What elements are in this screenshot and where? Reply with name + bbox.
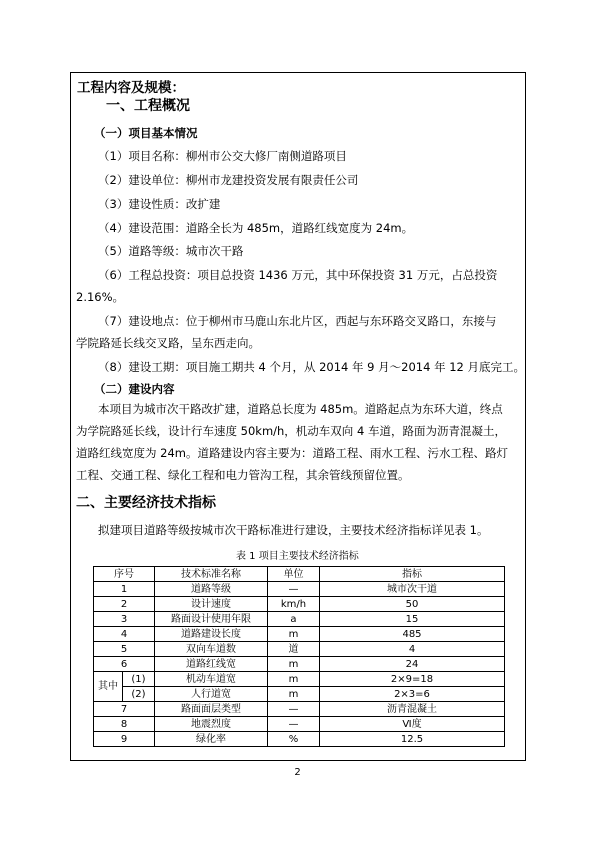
table-cell: Ⅵ度: [320, 717, 505, 732]
table-cell: m: [268, 657, 320, 672]
table-cell: 城市次干道: [320, 582, 505, 597]
table-row: [94, 702, 505, 717]
item-7-line1: （7）建设地点：位于柳州市马鹿山东北片区，西起与东环路交叉路口，东接与: [98, 314, 497, 328]
content-line-3: 道路红线宽度为 24m。道路建设内容主要为：道路工程、雨水工程、污水工程、路灯: [76, 446, 508, 460]
table-cell: 485: [320, 627, 505, 642]
section2-intro: 拟建项目道路等级按城市次干路标准进行建设，主要技术经济指标详见表 1。: [98, 523, 489, 537]
table-row: [94, 642, 505, 657]
table-cell: 15: [320, 612, 505, 627]
spec-table: [93, 566, 505, 747]
item-4: （4）建设范围：道路全长为 485m，道路红线宽度为 24m。: [98, 221, 414, 235]
table-header-cell: 单位: [268, 567, 320, 582]
table-cell: —: [268, 582, 320, 597]
table-cell: m: [268, 687, 320, 702]
item-2: （2）建设单位：柳州市龙建投资发展有限责任公司: [98, 173, 359, 187]
table-cell: 机动车道宽: [155, 672, 268, 687]
table-cell: m: [268, 672, 320, 687]
table-row: [94, 627, 505, 642]
table-cell: 双向车道数: [155, 642, 268, 657]
page-heading: 工程内容及规模：: [77, 80, 185, 96]
table-cell: 4: [320, 642, 505, 657]
table-cell: 5: [94, 642, 155, 657]
table-cell: 9: [94, 732, 155, 747]
table-cell: 7: [94, 702, 155, 717]
table-caption: 表 1 项目主要技术经济指标: [236, 551, 359, 562]
table-cell: 1: [94, 582, 155, 597]
content-line-2: 为学院路延长线，设计行车速度 50km/h，机动车双向 4 车道，路面为沥青混凝土，: [76, 424, 506, 438]
table-header-cell: 指标: [320, 567, 505, 582]
table-row: [94, 672, 505, 687]
table-row: [94, 612, 505, 627]
table-cell: 12.5: [320, 732, 505, 747]
table-cell: 2×9=18: [320, 672, 505, 687]
table-cell: 50: [320, 597, 505, 612]
content-line-4: 工程、交通工程、绿化工程和电力管沟工程，其余管线预留位置。: [76, 468, 410, 482]
table-cell: 地震烈度: [155, 717, 268, 732]
item-3: （3）建设性质：改扩建: [98, 197, 221, 211]
table-cell: 道路建设长度: [155, 627, 268, 642]
table-row: [94, 597, 505, 612]
section1-title: 一、工程概况: [106, 98, 190, 114]
content-line-1: 本项目为城市次干路改扩建，道路总长度为 485m。道路起点为东环大道，终点: [98, 402, 503, 416]
table-cell: km/h: [268, 597, 320, 612]
table-row: [94, 732, 505, 747]
item-1: （1）项目名称：柳州市公交大修厂南侧道路项目: [98, 149, 347, 163]
table-header-cell: 技术标准名称: [155, 567, 268, 582]
table-cell: 8: [94, 717, 155, 732]
item-6-line1: （6）工程总投资：项目总投资 1436 万元，其中环保投资 31 万元，占总投资: [98, 268, 498, 282]
table-row: [94, 717, 505, 732]
page-number: 2: [294, 767, 301, 778]
table-cell: 道路等级: [155, 582, 268, 597]
table-cell: (2): [123, 687, 155, 702]
table-cell: m: [268, 627, 320, 642]
table-cell: %: [268, 732, 320, 747]
table-cell: 4: [94, 627, 155, 642]
table-cell: —: [268, 702, 320, 717]
item-5: （5）道路等级：城市次干路: [98, 244, 244, 258]
table-cell: 路面面层类型: [155, 702, 268, 717]
table-cell: 2×3=6: [320, 687, 505, 702]
table-cell: 6: [94, 657, 155, 672]
table-cell: 沥青混凝土: [320, 702, 505, 717]
item-6-line2: 2.16%。: [76, 290, 125, 304]
table-cell: 人行道宽: [155, 687, 268, 702]
subsection1-title: （一）项目基本情况: [94, 126, 198, 140]
table-cell: —: [268, 717, 320, 732]
item-8: （8）建设工期：项目施工期共 4 个月，从 2014 年 9 月～2014 年 12 月底完工。: [98, 360, 526, 374]
table-row: [94, 687, 505, 702]
table-row: [94, 657, 505, 672]
table-cell: 绿化率: [155, 732, 268, 747]
table-cell: 道路红线宽: [155, 657, 268, 672]
table-cell: 设计速度: [155, 597, 268, 612]
subsection2-title: （二）建设内容: [94, 382, 175, 396]
table-cell: 24: [320, 657, 505, 672]
table-cell: 3: [94, 612, 155, 627]
table-cell: (1): [123, 672, 155, 687]
table-header-cell: 序号: [94, 567, 155, 582]
table-header-row: [94, 567, 505, 582]
table-cell: 2: [94, 597, 155, 612]
table-cell: 道: [268, 642, 320, 657]
item-7-line2: 学院路延长线交叉路，呈东西走向。: [76, 336, 260, 350]
section2-title: 二、主要经济技术指标: [76, 495, 216, 511]
sub-group-label: 其中: [94, 672, 123, 702]
table-row: [94, 582, 505, 597]
table-cell: 路面设计使用年限: [155, 612, 268, 627]
table-cell: a: [268, 612, 320, 627]
